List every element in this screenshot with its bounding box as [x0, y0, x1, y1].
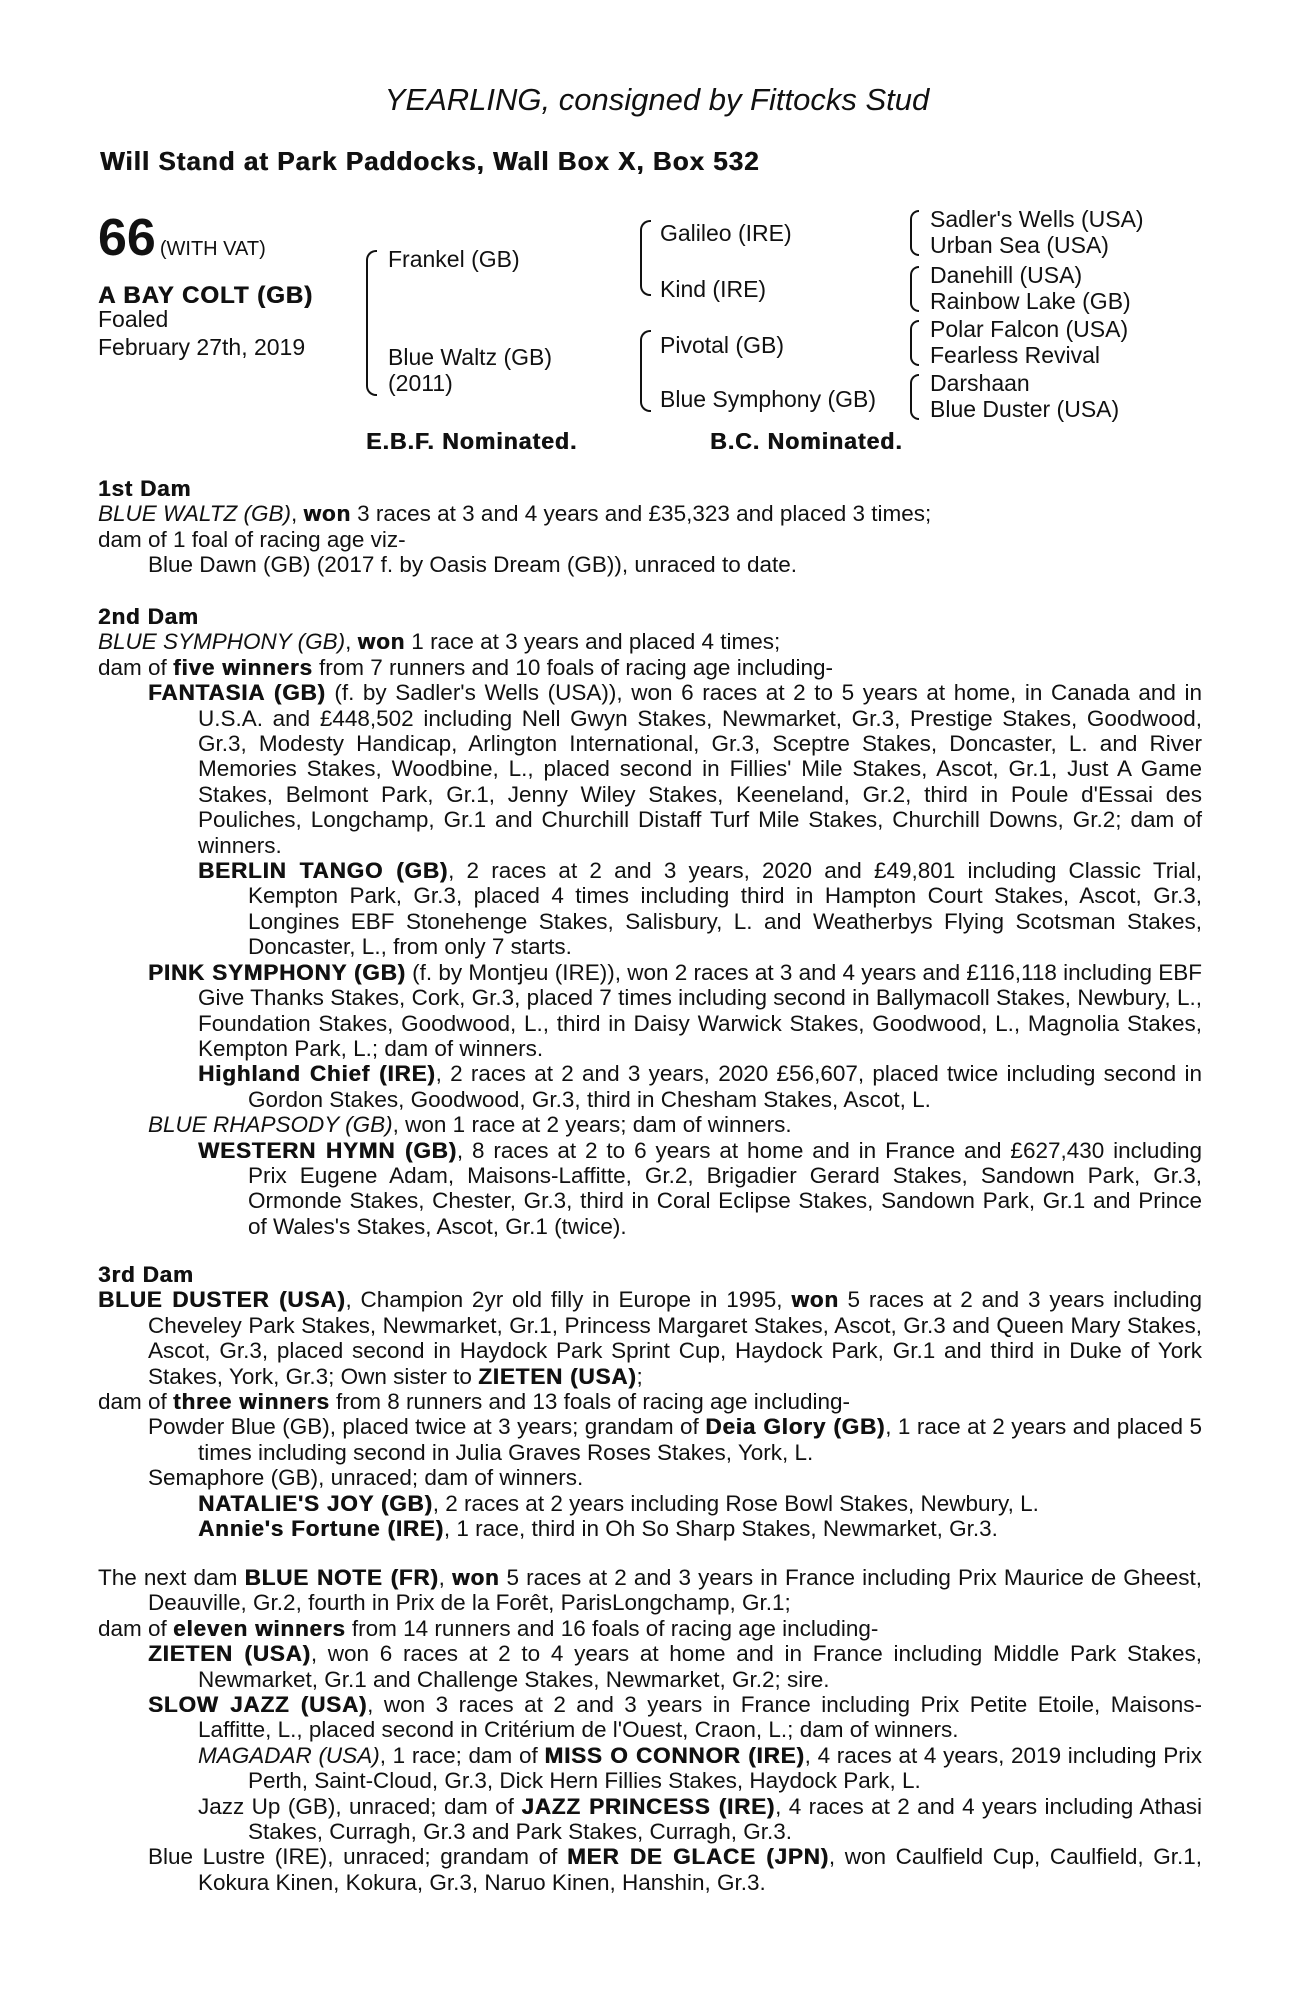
dam-year: (2011)	[388, 370, 453, 396]
horse-name: PINK SYMPHONY (GB)	[148, 959, 406, 985]
horse-record: Blue Lustre (IRE), unraced; grandam of	[148, 1844, 567, 1870]
produce-suffix: from 7 runners and 10 foals of racing age including-	[312, 654, 834, 680]
first-dam-foal: Blue Dawn (GB) (2017 f. by Oasis Dream (GB)), unraced to date.	[148, 552, 798, 578]
brace-pivotal-parents	[910, 320, 919, 366]
foaled-label: Foaled	[98, 306, 169, 332]
horse-record: , 4 races at 2 and 4 years including Athasi Stakes, Curragh, Gr.3 and Park Stakes, Curragh, Gr.3.	[248, 1793, 1202, 1845]
produce-entry-powder-blue	[148, 1414, 1202, 1465]
horse-record: , 2 races at 2 and 3 years, 2020 £56,607, placed twice including second in Gordon Stakes, Goodwood, Gr.3, third in Chesham Stakes, Ascot, L.	[248, 1061, 1202, 1112]
second-dam-produce-line	[98, 655, 1202, 680]
produce-entry-annies-fortune	[198, 1516, 1202, 1541]
next-dam-section	[98, 1565, 1202, 1895]
horse-name: SLOW JAZZ (USA)	[148, 1692, 368, 1718]
horse-name: Highland Chief (IRE)	[198, 1061, 436, 1087]
horse-name: MAGADAR (USA)	[198, 1742, 380, 1768]
brace-kind-parents	[910, 266, 919, 312]
brace-symphony-parents	[910, 374, 919, 420]
next-dam-text: 5 races at 2 and 3 years in France including Prix Maurice de Gheest, Deauville, Gr.2, fourth in Prix de la Forêt, ParisLongchamp, Gr.1;	[148, 1565, 1202, 1616]
produce-entry-pink-symphony	[148, 960, 1202, 1062]
horse-name: FANTASIA (GB)	[148, 680, 326, 706]
ebf-nomination: E.B.F. Nominated.	[366, 428, 578, 454]
produce-suffix: from 14 runners and 16 foals of racing age including-	[345, 1615, 879, 1641]
produce-entry-zieten	[148, 1641, 1202, 1692]
horse-name: NATALIE'S JOY (GB)	[198, 1490, 433, 1516]
horse-record: , won 6 races at 2 to 4 years at home and in France including Middle Park Stakes, Newmarket, Gr.1 and Challenge Stakes, Newmarket, Gr.2; sire.	[198, 1641, 1203, 1692]
horse-name: MER DE GLACE (JPN)	[566, 1844, 829, 1870]
produce-winners: five winners	[173, 654, 313, 680]
dam-dam-name: Blue Symphony (GB)	[660, 386, 877, 412]
won-label: won	[452, 1565, 500, 1590]
first-dam-record: BLUE WALTZ (GB), won 3 races at 3 and 4 years and £35,323 and placed 3 times;	[98, 501, 932, 527]
produce-entry-slow-jazz	[148, 1692, 1202, 1743]
won-label: won	[357, 629, 406, 655]
brace-galileo-parents	[910, 210, 919, 256]
horse-record: Powder Blue (GB), placed twice at 3 years; grandam of	[148, 1414, 706, 1440]
horse-name: Annie's Fortune (IRE)	[198, 1516, 444, 1542]
lot-number: 66	[98, 209, 156, 267]
second-dam-record: BLUE SYMPHONY (GB), won 1 race at 3 years and placed 4 times;	[98, 629, 781, 655]
vat-note: (WITH VAT)	[159, 238, 266, 260]
produce-suffix: from 8 runners and 13 foals of racing age including-	[329, 1389, 851, 1415]
horse-name: BERLIN TANGO (GB)	[198, 858, 449, 884]
produce-winners: eleven winners	[173, 1615, 346, 1641]
second-dam-name: BLUE SYMPHONY (GB)	[98, 629, 346, 655]
produce-entry-magadar	[198, 1743, 1202, 1794]
next-dam-record: The next dam BLUE NOTE (FR), won 5 races at 2 and 3 years in France including Prix Maurice de Gheest, Deauville, Gr.2, fourth in Prix de la Forêt, ParisLongchamp, Gr.1;	[98, 1565, 1202, 1616]
horse-record: , 1 race; dam of	[379, 1742, 545, 1768]
sire-sire-name: Galileo (IRE)	[660, 220, 792, 246]
horse-record: , 1 race at 2 years and placed 5 times including second in Julia Graves Roses Stakes, York, L.	[198, 1414, 1203, 1465]
won-label: won	[303, 501, 351, 527]
next-dam-intro: The next dam	[98, 1565, 245, 1590]
sire-dam-name: Kind (IRE)	[660, 276, 767, 302]
produce-entry-berlin-tango	[198, 858, 1202, 960]
first-dam-section	[98, 476, 1202, 578]
horse-record: , won 3 races at 2 and 3 years in France including Prix Petite Etoile, Maisons-Laffitte, L., placed second in Critérium de l'Ouest, Craon, L.; dam of winners.	[198, 1692, 1203, 1743]
dam-name: Blue Waltz (GB)	[388, 344, 553, 370]
produce-entry-blue-rhapsody	[148, 1112, 1202, 1137]
third-dam-name: BLUE DUSTER (USA)	[98, 1287, 346, 1313]
produce-entry-highland-chief	[198, 1061, 1202, 1112]
sister-name: ZIETEN (USA)	[478, 1363, 637, 1389]
next-dam-name: BLUE NOTE (FR)	[244, 1565, 439, 1590]
ancestor-7: Darshaan	[930, 370, 1030, 396]
ancestor-3: Danehill (USA)	[930, 262, 1083, 288]
horse-record: , 2 races at 2 and 3 years, 2020 and £49,801 including Classic Trial, Kempton Park, Gr.3, placed 4 times including third in Hampton Court Stakes, Ascot, Gr.3, Longines EBF Stonehenge Stakes, Salisbury, L. and Weatherbys Flying Scotsman Stakes, Doncaster, L., from only 7 starts.	[248, 858, 1202, 960]
first-dam-record-text: 3 races at 3 and 4 years and £35,323 and placed 3 times;	[350, 501, 932, 527]
brace-sire-dam	[366, 250, 377, 396]
produce-entry-natalies-joy	[198, 1491, 1202, 1516]
first-dam-heading: 1st Dam	[98, 476, 192, 501]
third-dam-heading: 3rd Dam	[98, 1262, 194, 1287]
dam-sire-name: Pivotal (GB)	[660, 332, 784, 358]
third-dam-text: ;	[636, 1363, 643, 1389]
brace-sire-parents	[640, 220, 651, 296]
horse-record: (f. by Montjeu (IRE)), won 2 races at 3 and 4 years and £116,118 including EBF Give Thanks Stakes, Cork, Gr.3, placed 7 times including second in Ballymacoll Stakes, Newbury, L., Foundation Stakes, Goodwood, L., third in Daisy Warwick Stakes, Goodwood, L., Magnolia Stakes, Kempton Park, L.; dam of winners.	[198, 959, 1202, 1061]
lot-number-block	[98, 208, 266, 268]
horse-name: WESTERN HYMN (GB)	[198, 1137, 457, 1163]
produce-prefix: dam of	[98, 1615, 174, 1641]
ancestor-2: Urban Sea (USA)	[930, 232, 1109, 258]
bc-nomination: B.C. Nominated.	[710, 428, 903, 454]
third-dam-section	[98, 1262, 1202, 1541]
ancestor-1: Sadler's Wells (USA)	[930, 206, 1144, 232]
stand-location: Will Stand at Park Paddocks, Wall Box X, Box 532	[100, 146, 760, 176]
third-dam-record	[98, 1287, 1202, 1389]
horse-record: , 2 races at 2 years including Rose Bowl Stakes, Newbury, L.	[432, 1490, 1039, 1516]
produce-prefix: dam of	[98, 1389, 174, 1415]
ancestor-5: Polar Falcon (USA)	[930, 316, 1129, 342]
horse-record: (f. by Sadler's Wells (USA)), won 6 races at 2 to 5 years at home, in Canada and in U.S.A. and £448,502 including Nell Gwyn Stakes, Newmarket, Gr.3, Prestige Stakes, Goodwood, Gr.3, Modesty Handicap, Arlington International, Gr.3, Sceptre Stakes, Doncaster, L. and River Memories Stakes, Woodbine, L., placed second in Fillies' Mile Stakes, Ascot, Gr.1, Just A Game Stakes, Belmont Park, Gr.1, Jenny Wiley Stakes, Keeneland, Gr.2, third in Poule d'Essai des Pouliches, Longchamp, Gr.1 and Churchill Distaff Turf Mile Stakes, Churchill Downs, Gr.2; dam of winners.	[198, 680, 1202, 858]
horse-name: MISS O CONNOR (IRE)	[544, 1742, 805, 1768]
horse-name: BLUE RHAPSODY (GB)	[148, 1112, 393, 1138]
ancestor-8: Blue Duster (USA)	[930, 396, 1120, 422]
second-dam-record-text: 1 race at 3 years and placed 4 times;	[405, 629, 781, 655]
ancestor-4: Rainbow Lake (GB)	[930, 288, 1131, 314]
won-label: won	[791, 1287, 839, 1313]
lot-description: A BAY COLT (GB)	[98, 282, 314, 309]
third-dam-produce-line	[98, 1389, 1202, 1414]
sire-name: Frankel (GB)	[388, 246, 520, 272]
horse-record: , won 1 race at 2 years; dam of winners.	[392, 1112, 792, 1138]
third-dam-text: 5 races at 2 and 3 years including Cheveley Park Stakes, Newmarket, Gr.1, Princess Margaret Stakes, Ascot, Gr.3 and Queen Mary Stakes, Ascot, Gr.3, placed second in Haydock Park Sprint Cup, Haydock Park, Gr.1 and third in Duke of York Stakes, York, Gr.3; Own sister to	[148, 1287, 1202, 1389]
horse-record: , 8 races at 2 to 6 years at home and in France and £627,430 including Prix Eugene Adam, Maisons-Laffitte, Gr.2, Brigadier Gerard Stakes, Sandown Park, Gr.3, Ormonde Stakes, Chester, Gr.3, third in Coral Eclipse Stakes, Sandown Park, Gr.1 and Prince of Wales's Stakes, Ascot, Gr.1 (twice).	[248, 1137, 1202, 1239]
produce-entry-blue-lustre	[148, 1844, 1202, 1895]
horse-record: , won Caulfield Cup, Caulfield, Gr.1, Kokura Kinen, Kokura, Gr.3, Naruo Kinen, Hanshin, Gr.3.	[198, 1844, 1202, 1895]
foaled-date: February 27th, 2019	[98, 334, 306, 360]
horse-record: Jazz Up (GB), unraced; dam of	[198, 1793, 522, 1819]
horse-record: , 1 race, third in Oh So Sharp Stakes, Newmarket, Gr.3.	[443, 1516, 998, 1542]
first-dam-name: BLUE WALTZ (GB)	[98, 501, 291, 527]
second-dam-section	[98, 604, 1202, 1239]
horse-name: Deia Glory (GB)	[705, 1414, 886, 1440]
next-dam-produce-line	[98, 1616, 1202, 1641]
horse-record: , 4 races at 4 years, 2019 including Prix Perth, Saint-Cloud, Gr.3, Dick Hern Fillies Stakes, Haydock Park, L.	[248, 1742, 1202, 1794]
horse-name: ZIETEN (USA)	[148, 1641, 311, 1667]
second-dam-heading: 2nd Dam	[98, 604, 199, 629]
produce-entry-western-hymn	[198, 1138, 1202, 1240]
first-dam-produce-line: dam of 1 foal of racing age viz-	[98, 526, 406, 552]
produce-winners: three winners	[173, 1389, 330, 1415]
horse-name: JAZZ PRINCESS (IRE)	[521, 1793, 776, 1819]
ancestor-6: Fearless Revival	[930, 342, 1100, 368]
produce-entry-semaphore: Semaphore (GB), unraced; dam of winners.	[148, 1465, 584, 1491]
produce-prefix: dam of	[98, 654, 174, 680]
brace-dam-parents	[640, 330, 651, 412]
third-dam-text: , Champion 2yr old filly in Europe in 1995,	[345, 1287, 792, 1313]
produce-entry-jazz-up	[198, 1794, 1202, 1845]
produce-entry-fantasia	[148, 680, 1202, 858]
catalogue-title: YEARLING, consigned by Fittocks Stud	[384, 82, 930, 117]
